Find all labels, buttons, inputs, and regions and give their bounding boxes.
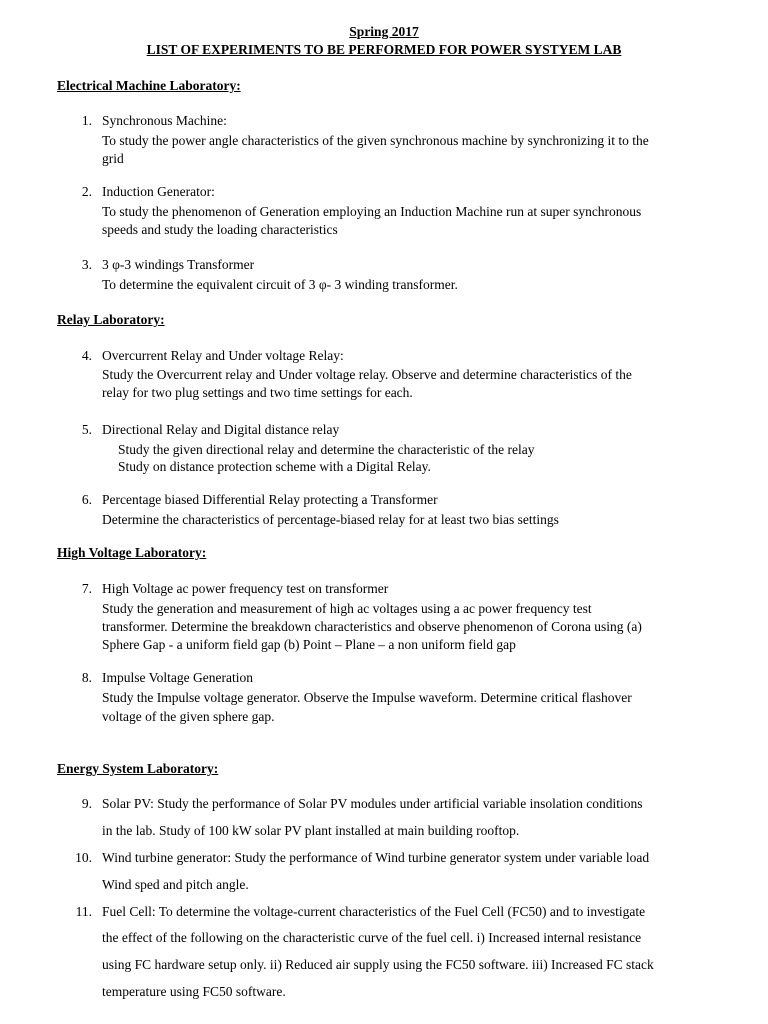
- item-line: Study the given directional relay and determine the characteristic of the relay: [118, 442, 535, 457]
- item-line: Fuel Cell: To determine the voltage-current characteristics of the Fuel Cell (FC50) and to investigate: [102, 904, 646, 919]
- item-title: Overcurrent Relay and Under voltage Relay:: [102, 348, 344, 363]
- item-line: Study the Overcurrent relay and Under voltage relay. Observe and determine characteristics of the: [102, 367, 632, 382]
- item-line: To determine the equivalent circuit of 3 φ- 3 winding transformer.: [102, 277, 458, 292]
- item-line: Sphere Gap - a uniform field gap (b) Point – Plane – a non uniform field gap: [102, 637, 516, 652]
- item-line: temperature using FC50 software.: [102, 984, 286, 999]
- item-number: 11.: [75, 904, 92, 919]
- document-title: LIST OF EXPERIMENTS TO BE PERFORMED FOR POWER SYSTYEM LAB: [146, 42, 622, 57]
- item-number: 7.: [81, 581, 92, 596]
- item-number: 10.: [75, 850, 92, 865]
- section-heading-high-voltage: High Voltage Laboratory:: [57, 545, 207, 560]
- item-number: 4.: [81, 348, 92, 363]
- item-line: Study the generation and measurement of high ac voltages using a ac power frequency test: [102, 601, 592, 616]
- item-line: relay for two plug settings and two time settings for each.: [102, 385, 413, 400]
- item-number: 1.: [81, 113, 92, 128]
- document-semester: Spring 2017: [349, 24, 419, 39]
- item-number: 3.: [81, 257, 92, 272]
- section-heading-energy: Energy System Laboratory:: [57, 761, 219, 776]
- item-title: Directional Relay and Digital distance relay: [102, 422, 340, 437]
- item-line: using FC hardware setup only. ii) Reduced air supply using the FC50 software. iii) Increased FC stack: [102, 957, 654, 972]
- item-line: Determine the characteristics of percentage-biased relay for at least two bias settings: [102, 512, 559, 527]
- section-heading-electrical: Electrical Machine Laboratory:: [57, 78, 241, 93]
- item-line: To study the power angle characteristics of the given synchronous machine by synchronizing it to the: [102, 133, 649, 148]
- item-number: 2.: [81, 184, 92, 199]
- item-number: 8.: [81, 670, 92, 685]
- item-line: Solar PV: Study the performance of Solar PV modules under artificial variable insolation conditions: [102, 796, 643, 811]
- item-line: To study the phenomenon of Generation employing an Induction Machine run at super synchronous: [102, 204, 642, 219]
- item-line: the effect of the following on the characteristic curve of the fuel cell. i) Increased internal resistance: [102, 930, 642, 945]
- item-title: 3 φ-3 windings Transformer: [102, 257, 255, 272]
- item-line: Study the Impulse voltage generator. Observe the Impulse waveform. Determine critical flashover: [102, 690, 632, 705]
- item-line: Wind sped and pitch angle.: [102, 877, 249, 892]
- item-number: 5.: [81, 422, 92, 437]
- item-line: in the lab. Study of 100 kW solar PV plant installed at main building rooftop.: [102, 823, 520, 838]
- item-line: grid: [102, 151, 124, 166]
- item-title: Impulse Voltage Generation: [102, 670, 253, 685]
- item-line: voltage of the given sphere gap.: [102, 709, 275, 724]
- item-line: transformer. Determine the breakdown characteristics and observe phenomenon of Corona using (a): [102, 619, 642, 634]
- item-line: Study on distance protection scheme with a Digital Relay.: [118, 459, 431, 474]
- item-line: Wind turbine generator: Study the performance of Wind turbine generator system under variable load: [102, 850, 650, 865]
- item-title: High Voltage ac power frequency test on transformer: [102, 581, 389, 596]
- item-title: Induction Generator:: [102, 184, 215, 199]
- item-number: 6.: [81, 492, 92, 507]
- item-line: speeds and study the loading characteristics: [102, 222, 338, 237]
- section-heading-relay: Relay Laboratory:: [57, 312, 165, 327]
- item-title: Synchronous Machine:: [102, 113, 227, 128]
- item-number: 9.: [81, 796, 92, 811]
- item-title: Percentage biased Differential Relay protecting a Transformer: [102, 492, 438, 507]
